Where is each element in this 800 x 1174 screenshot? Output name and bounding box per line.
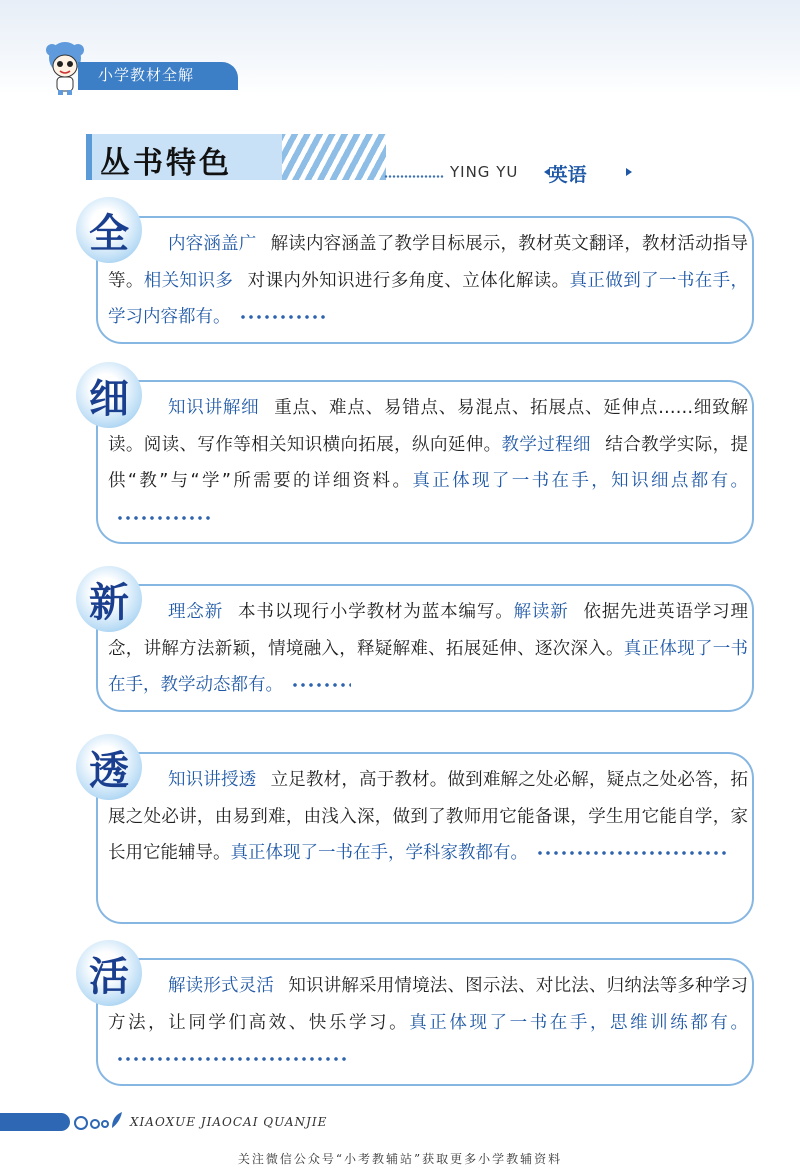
feature-summary: 真正做到了一书在手，学习内容都有。: [108, 270, 749, 327]
feature-body: 依据先进英语学习理念，讲解方法新颖，情境融入，释疑解难、拓展延伸、逐次深入。: [108, 602, 749, 659]
feature-text: [108, 594, 748, 704]
subject-chinese: [542, 160, 587, 187]
footer-circle-icon: [74, 1116, 88, 1130]
dotted-trail: [116, 515, 212, 521]
feature-badge: 细: [76, 362, 142, 428]
dotted-trail: [291, 682, 351, 688]
feature-heading: 知识讲授透: [168, 770, 257, 790]
brand-label: 小学教材全解: [98, 66, 195, 84]
feature-heading: 知识讲解细: [168, 398, 260, 418]
feature-summary: 真正体现了一书在手，知识细点都有。: [412, 471, 749, 491]
footer-pinyin: XIAOXUE JIAOCAI QUANJIE: [130, 1115, 328, 1129]
feature-heading: 相关知识多: [143, 270, 234, 291]
feature-summary: 真正体现了一书在手，思维训练都有。: [409, 1012, 749, 1033]
feature-text: [108, 762, 748, 872]
subject-chinese-text: 英语: [548, 164, 587, 186]
dotted-trail: [536, 850, 726, 856]
dotted-leader: [384, 175, 444, 178]
feature-heading: 解读形式灵活: [168, 976, 275, 996]
feature-text: [108, 968, 748, 1078]
feature-body: 立足教材，高于教材。做到难解之处必解，疑点之处必答，拓展之处必讲，由易到难，由浅入深，做到了教师用它能备课，学生用它能自学，家长用它能辅导。: [108, 770, 748, 863]
feature-body: 对课内外知识进行多角度、立体化解读。: [247, 270, 570, 291]
feature-heading: 理念新: [168, 602, 224, 622]
footer-bar: [0, 1113, 70, 1131]
arrow-right-icon: [626, 168, 632, 176]
feature-text: [108, 390, 748, 536]
dotted-trail: [116, 1056, 346, 1062]
feature-body: 本书以现行小学教材为蓝本编写。: [237, 602, 514, 622]
feature-body: 重点、难点、易错点、易混点、拓展点、延伸点……细致解读。阅读、写作等相关知识横向拓展，纵向延伸。: [108, 398, 749, 455]
leaf-icon: [110, 1110, 124, 1130]
feature-heading: 教学过程细: [501, 434, 591, 455]
feature-body: 结合教学实际，提供“教”与“学”所需要的详细资料。: [108, 434, 749, 491]
feature-text: [108, 226, 748, 336]
footer-circle-icon: [101, 1120, 109, 1128]
feature-badge: 新: [76, 566, 142, 632]
dotted-trail: [239, 314, 327, 320]
feature-summary: 真正体现了一书在手，教学动态都有。: [108, 638, 749, 695]
feature-heading: 内容涵盖广: [168, 234, 257, 254]
feature-body: 知识讲解采用情境法、图示法、对比法、归纳法等多种学习方法，让同学们高效、快乐学习。: [108, 976, 748, 1033]
feature-badge: 透: [76, 734, 142, 800]
feature-summary: 真正体现了一书在手，学科家教都有。: [230, 843, 528, 863]
section-title: 丛书特色: [100, 146, 232, 181]
feature-badge: 活: [76, 940, 142, 1006]
feature-badge: 全: [76, 197, 142, 263]
feature-body: 解读内容涵盖了教学目标展示，教材英文翻译，教材活动指导等。: [108, 234, 748, 291]
bottom-note: 关注微信公众号“小考教辅站”获取更多小学教辅资料: [237, 1152, 563, 1166]
subject-pinyin: YING YU: [450, 163, 519, 181]
feature-heading: 解读新: [513, 602, 569, 622]
footer-circle-icon: [90, 1119, 100, 1129]
